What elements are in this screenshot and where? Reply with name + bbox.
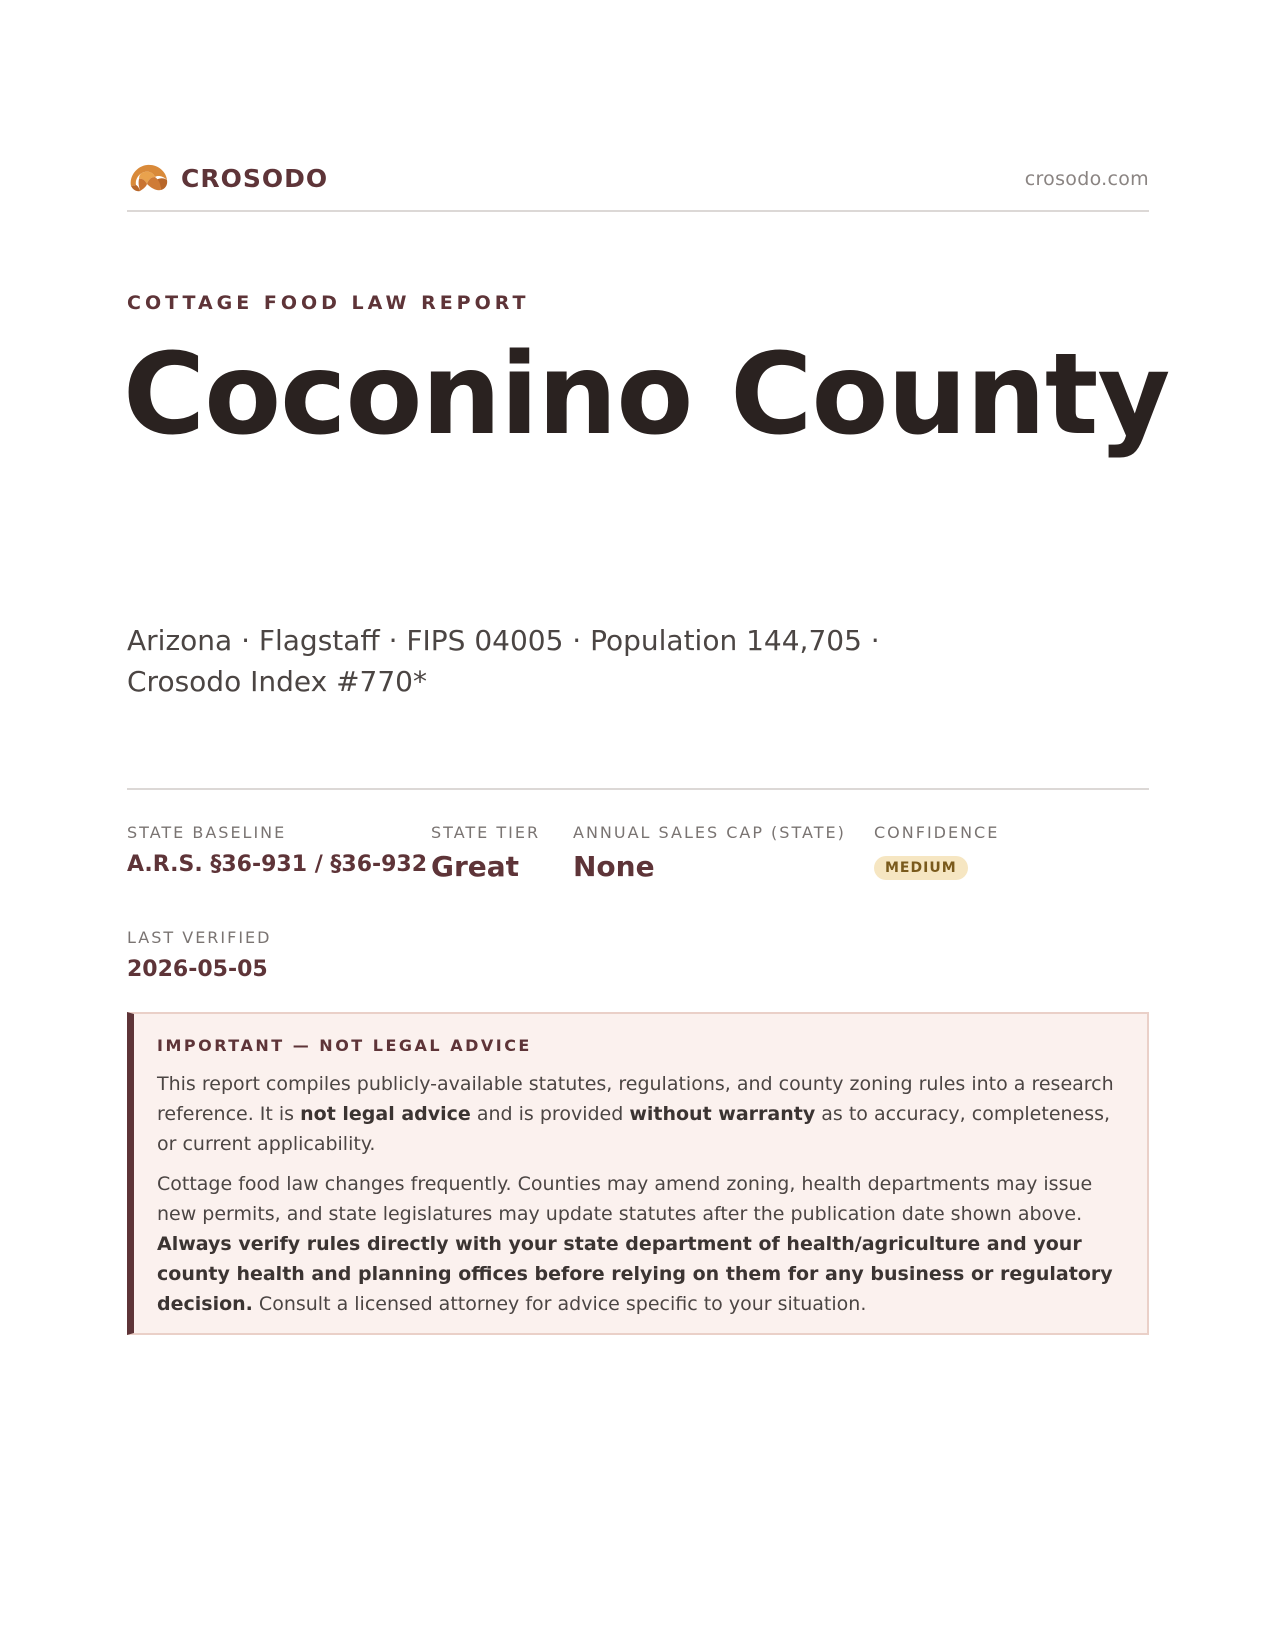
disclaimer-text: and is provided bbox=[470, 1103, 630, 1125]
fact-value: Great bbox=[431, 850, 520, 883]
croissant-icon bbox=[127, 160, 169, 196]
divider bbox=[127, 788, 1149, 790]
fact-state-baseline bbox=[127, 823, 427, 877]
disclaimer-text: This report compiles publicly-available statutes, regulations, and county zoning rules into a research reference. It is bbox=[157, 1073, 1114, 1125]
page-title: Coconino County bbox=[123, 330, 1170, 460]
disclaimer-text: Consult a licensed attorney for advice specific to your situation. bbox=[252, 1293, 867, 1315]
fact-value: A.R.S. §36-931 / §36-932 bbox=[127, 852, 428, 877]
disclaimer-text: Cottage food law changes frequently. Counties may amend zoning, health departments may issue new permits, and state legislatures may update statutes after the publication date shown above. bbox=[157, 1173, 1093, 1225]
fact-value: None bbox=[573, 850, 655, 883]
fact-label: STATE BASELINE bbox=[127, 823, 287, 842]
fact-label: LAST VERIFIED bbox=[127, 928, 272, 947]
fact-label: CONFIDENCE bbox=[874, 823, 1000, 842]
status-badge: MEDIUM bbox=[874, 856, 968, 880]
legal-disclaimer bbox=[127, 1012, 1149, 1335]
subline-line-2: Crosodo Index #770* bbox=[127, 665, 427, 698]
fact-sales-cap bbox=[573, 823, 846, 883]
disclaimer-emphasis: without warranty bbox=[629, 1103, 816, 1125]
site-url[interactable]: crosodo.com bbox=[1024, 168, 1149, 190]
subline-line-1: Arizona · Flagstaff · FIPS 04005 · Population 144,705 · bbox=[127, 624, 880, 657]
fact-label: ANNUAL SALES CAP (STATE) bbox=[573, 823, 846, 842]
disclaimer-emphasis: not legal advice bbox=[300, 1103, 471, 1125]
disclaimer-paragraph-2 bbox=[157, 1169, 1123, 1319]
county-subline bbox=[127, 620, 887, 702]
disclaimer-paragraph-1 bbox=[157, 1069, 1123, 1159]
brand bbox=[127, 160, 328, 196]
fact-state-tier bbox=[431, 823, 540, 883]
report-eyebrow: COTTAGE FOOD LAW REPORT bbox=[127, 292, 530, 314]
disclaimer-title: IMPORTANT — NOT LEGAL ADVICE bbox=[157, 1036, 532, 1055]
fact-value: 2026-05-05 bbox=[127, 957, 268, 982]
brand-name: CROSODO bbox=[181, 163, 329, 193]
fact-last-verified bbox=[127, 928, 271, 982]
disclaimer-text: as to accuracy, completeness, or current applicability. bbox=[157, 1103, 1111, 1155]
fact-confidence bbox=[874, 823, 999, 880]
disclaimer-emphasis: Always verify rules directly with your state department of health/agriculture and your county health and planning offices before relying on them for any business or regulatory decision. bbox=[157, 1233, 1113, 1315]
page-header bbox=[127, 158, 1149, 212]
fact-label: STATE TIER bbox=[431, 823, 541, 842]
